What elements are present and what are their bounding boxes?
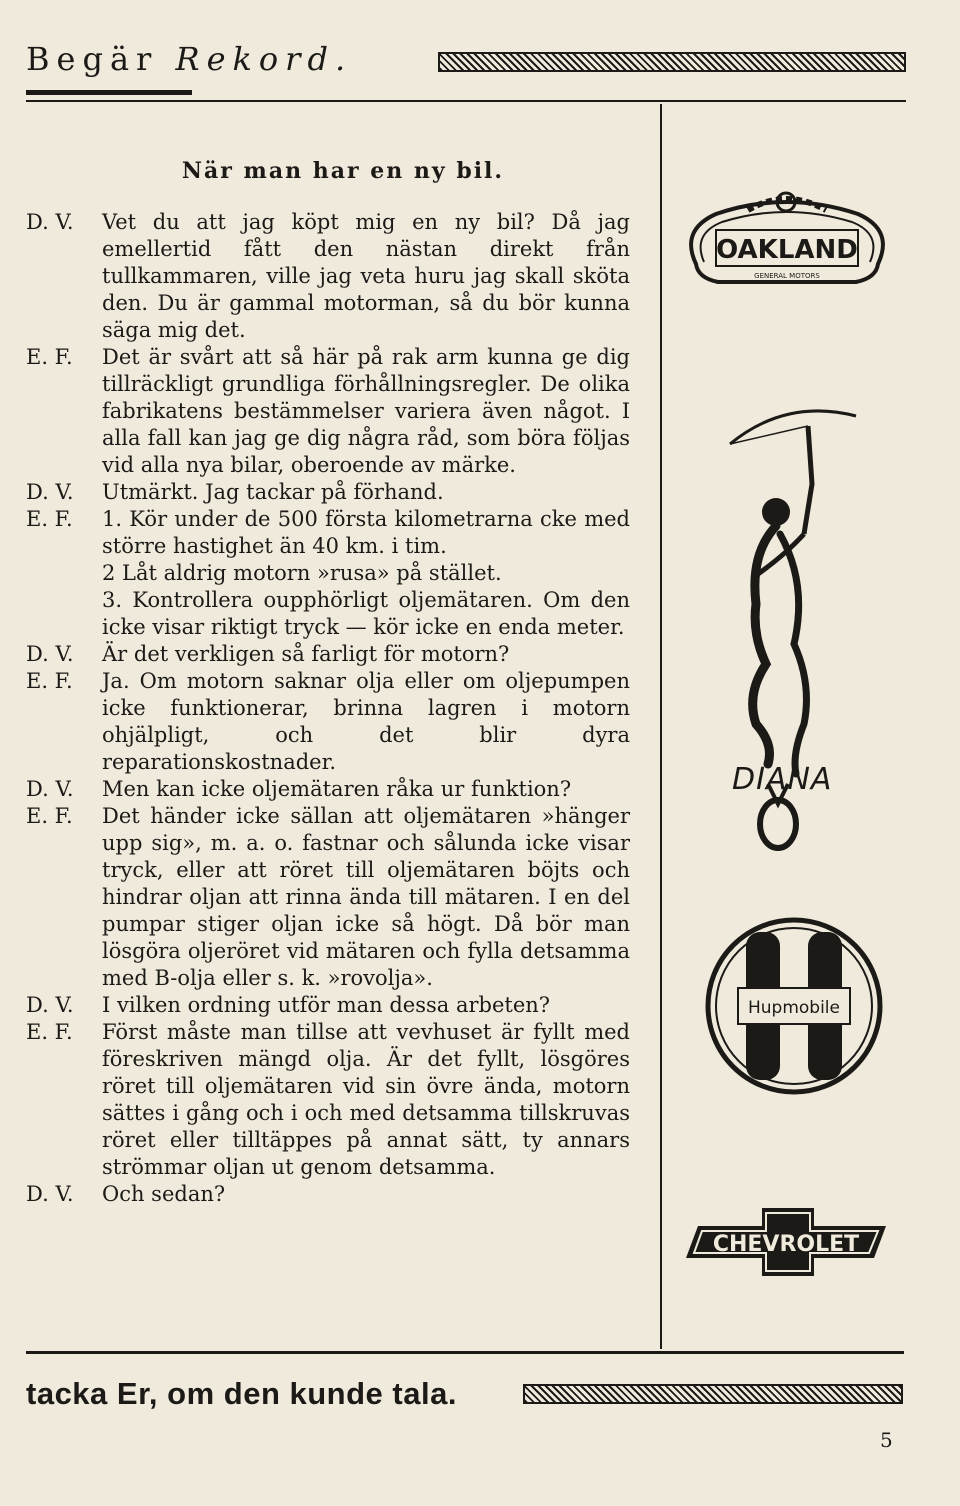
header-prefix: Begär (26, 40, 159, 78)
speaker-label: E. F. (26, 804, 73, 828)
dialogue-text (102, 479, 630, 506)
dialogue-line: Vet du att jag köpt mig en ny bil? Då jag emellertid fått den nästan direkt från tullkammaren, ville jag veta huru jag skall sköta den. Du är gammal motorman, så du bör kunna säga mig det. (102, 210, 630, 342)
dialogue-entry (26, 776, 630, 803)
chevrolet-logo-text: CHEVROLET (712, 1232, 860, 1257)
speaker-label: E. F. (26, 345, 73, 369)
header-title (26, 40, 352, 78)
dialogue-text (102, 1019, 630, 1181)
dialogue-entry (26, 992, 630, 1019)
speaker-label: E. F. (26, 669, 73, 693)
dialogue-entry (26, 506, 630, 641)
speaker-label: D. V. (26, 480, 74, 504)
dialogue-entry (26, 344, 630, 479)
dialogue-line: Är det verkligen så farligt för motorn? (102, 642, 510, 666)
dialogue-text (102, 776, 630, 803)
header-hatch-ornament (438, 52, 906, 72)
speaker-label: D. V. (26, 642, 74, 666)
dialogue-line: Utmärkt. Jag tackar på förhand. (102, 480, 444, 504)
dialogue-entry (26, 479, 630, 506)
hupmobile-logo-icon (702, 914, 886, 1098)
page-number: 5 (880, 1428, 893, 1452)
dialogue-entry (26, 209, 630, 344)
oakland-logo-text: OAKLAND (716, 235, 858, 265)
dialogue-line: Men kan icke oljemätaren råka ur funktion? (102, 777, 572, 801)
dialogue-line: Det är svårt att så här på rak arm kunna ge dig tillräckligt grundliga förhållningsregler. De olika fabrikatens bestämmelser variera även något. I alla fall kan jag ge dig några råd, som böra följas vid alla nya bilar, oberoende av märke. (102, 345, 630, 477)
dialogue-entry (26, 803, 630, 992)
dialogue-entry (26, 1181, 630, 1208)
dialogue-line: Först måste man tillse att vevhuset är fyllt med föreskriven mängd olja. Är det fyllt, lösgöres röret till oljemätaren vid sin övre ända, motorn sättes i gång och i och med detsamma tillskruvas röret eller tilltäppes på annat sätt, ty annars strömmar oljan ut genom detsamma. (102, 1020, 630, 1179)
dialogue-text (102, 992, 630, 1019)
dialogue-line: I vilken ordning utför man dessa arbeten? (102, 993, 551, 1017)
footer-slogan: tacka Er, om den kunde tala. (26, 1376, 457, 1411)
dialogue-text (102, 668, 630, 776)
oakland-logo-subtext: GENERAL MOTORS (754, 272, 820, 280)
dialogue-line: Ja. Om motorn saknar olja eller om oljepumpen icke funktionerar, brinna lagren i motorn ohjälpligt, och det blir dyra reparationskostnader. (102, 669, 630, 774)
dialogue-entry (26, 641, 630, 668)
diana-logo-text: DIANA (732, 762, 833, 797)
dialogue-line: Och sedan? (102, 1182, 226, 1206)
advertisement-column (662, 104, 906, 1349)
dialogue-line: Det händer icke sällan att oljemätaren »hänger upp sig», m. a. o. fastnar och sålunda icke visar tryck, eller att röret till oljemätaren böjts och hindrar oljan att rinna ända till mätaren. I en del pumpar stiger oljan icke så högt. Då bör man lösgöra oljeröret vid mätaren och fylla detsamma med B-olja eller s. k. »rovolja». (102, 804, 630, 990)
dialogue-entry (26, 1019, 630, 1181)
bottom-rule (26, 1351, 904, 1354)
dialogue-line: 3. Kontrollera oupphörligt oljemätaren. Om den icke visar riktigt tryck — kör icke en enda meter. (102, 588, 630, 639)
dialogue-line: 1. Kör under de 500 första kilometrarna cke med större hastighet än 40 km. i tim. (102, 507, 630, 558)
chevrolet-logo-icon (676, 1204, 900, 1280)
dialogue-line: 2 Låt aldrig motorn »rusa» på stället. (102, 561, 502, 585)
article-heading: När man har en ny bil. (181, 158, 505, 184)
dialogue-text (102, 1181, 630, 1208)
footer-hatch-ornament (523, 1384, 903, 1404)
hupmobile-logo-text: Hupmobile (747, 998, 841, 1018)
oakland-logo-icon (676, 190, 898, 302)
speaker-label: D. V. (26, 1182, 74, 1206)
dialogue-text (102, 506, 630, 641)
speaker-label: E. F. (26, 507, 73, 531)
speaker-label: D. V. (26, 210, 74, 234)
speaker-label: D. V. (26, 777, 74, 801)
page-header (26, 40, 906, 90)
top-rule (26, 100, 906, 102)
speaker-label: E. F. (26, 1020, 73, 1044)
header-underline (26, 90, 192, 95)
dialogue-text (102, 344, 630, 479)
header-brand: Rekord. (175, 40, 353, 78)
dialogue-text (102, 209, 630, 344)
dialogue-text (102, 803, 630, 992)
dialogue-entry (26, 668, 630, 776)
dialogue (26, 209, 630, 1208)
speaker-label: D. V. (26, 993, 74, 1017)
dialogue-text (102, 641, 630, 668)
